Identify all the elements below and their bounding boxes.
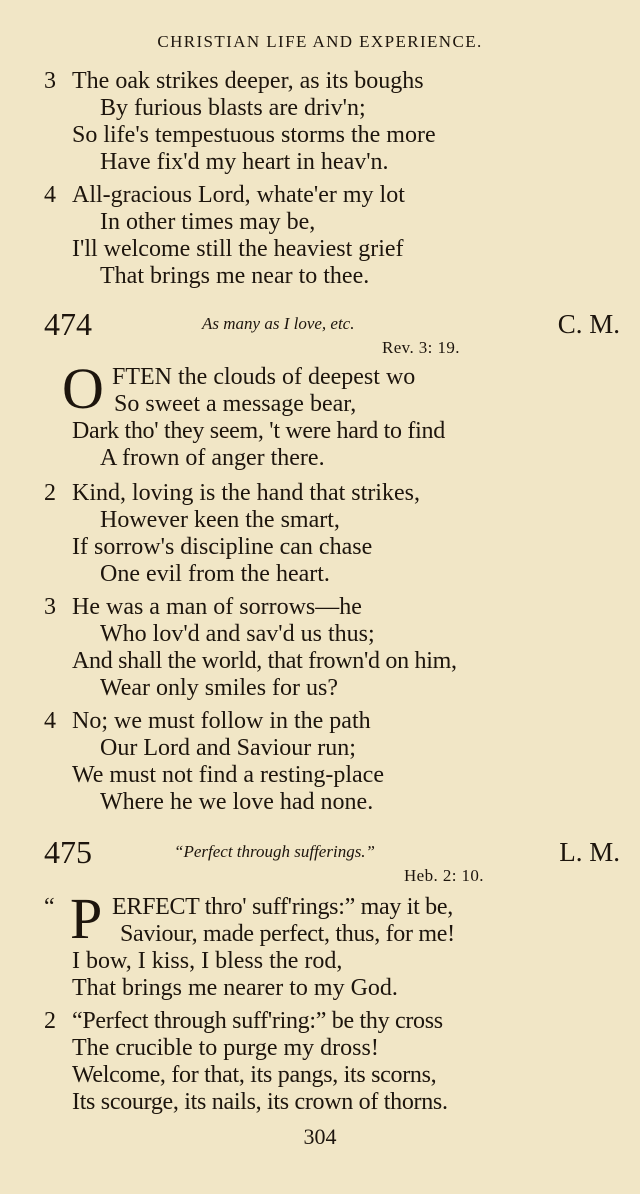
verse-line: In other times may be, bbox=[100, 209, 316, 235]
verse-line: The oak strikes deeper, as its boughs bbox=[72, 68, 424, 94]
verse-line: I bow, I kiss, I bless the rod, bbox=[72, 948, 343, 974]
stanza-number: 4 bbox=[44, 708, 56, 734]
running-header: CHRISTIAN LIFE AND EXPERIENCE. bbox=[157, 32, 483, 51]
verse-line: Our Lord and Saviour run; bbox=[100, 735, 356, 761]
verse-line: Dark tho' they seem, 't were hard to find bbox=[72, 418, 445, 444]
scripture-reference: Rev. 3: 19. bbox=[382, 338, 460, 357]
hymn-meter: C. M. bbox=[557, 309, 620, 339]
verse-line: Where he we love had none. bbox=[100, 789, 374, 815]
hymn-474-stanza-4 bbox=[0, 708, 640, 816]
hymn-number: 475 bbox=[44, 834, 92, 870]
verse-line: Its scourge, its nails, its crown of thorns. bbox=[72, 1089, 448, 1115]
verse-line: However keen the smart, bbox=[100, 507, 340, 533]
hymn-475-heading bbox=[0, 834, 640, 886]
hymn-meter: L. M. bbox=[559, 837, 620, 867]
hymn-474-stanza-2 bbox=[0, 480, 640, 588]
verse-line: All-gracious Lord, whate'er my lot bbox=[72, 182, 405, 208]
hymn-475-stanza-1 bbox=[0, 886, 640, 1002]
scripture-reference: Heb. 2: 10. bbox=[404, 866, 484, 885]
verse-line: And shall the world, that frown'd on him, bbox=[72, 648, 457, 674]
verse-line: By furious blasts are driv'n; bbox=[100, 95, 366, 121]
verse-line: He was a man of sorrows—he bbox=[72, 594, 362, 620]
stanza-number: 3 bbox=[44, 68, 56, 94]
drop-cap: P bbox=[70, 886, 103, 951]
hymn-474-stanza-3 bbox=[0, 594, 640, 702]
hymn-title: “Perfect through sufferings.” bbox=[174, 842, 376, 861]
verse-line: I'll welcome still the heaviest grief bbox=[72, 236, 404, 262]
stanza-continued-4 bbox=[0, 182, 640, 290]
stanza-number: 2 bbox=[44, 1008, 56, 1034]
page-number: 304 bbox=[303, 1124, 337, 1149]
verse-line: Welcome, for that, its pangs, its scorns, bbox=[72, 1062, 437, 1088]
verse-line: No; we must follow in the path bbox=[72, 708, 371, 734]
drop-cap: O bbox=[62, 356, 104, 421]
verse-line: So sweet a message bear, bbox=[114, 391, 357, 417]
verse-line: Saviour, made perfect, thus, for me! bbox=[120, 921, 455, 947]
hymn-title: As many as I love, etc. bbox=[202, 314, 355, 333]
verse-line: That brings me nearer to my God. bbox=[72, 975, 398, 1001]
verse-line: Kind, loving is the hand that strikes, bbox=[72, 480, 420, 506]
verse-line: We must not find a resting-place bbox=[72, 762, 384, 788]
verse-line: ERFECT thro' suff'rings:” may it be, bbox=[112, 894, 453, 920]
stanza-number: 3 bbox=[44, 594, 56, 620]
verse-line: The crucible to purge my dross! bbox=[72, 1035, 379, 1061]
hymn-number: 474 bbox=[44, 306, 92, 342]
opening-quote: “ bbox=[44, 894, 55, 920]
verse-line: FTEN the clouds of deepest wo bbox=[112, 364, 416, 390]
stanza-number: 4 bbox=[44, 182, 56, 208]
verse-line: “Perfect through suff'ring:” be thy cross bbox=[72, 1008, 443, 1034]
stanza-number: 2 bbox=[44, 480, 56, 506]
verse-line: So life's tempestuous storms the more bbox=[72, 122, 436, 148]
verse-line: Who lov'd and sav'd us thus; bbox=[100, 621, 375, 647]
verse-line: Wear only smiles for us? bbox=[100, 675, 339, 701]
verse-line: A frown of anger there. bbox=[100, 445, 325, 471]
verse-line: One evil from the heart. bbox=[100, 561, 330, 587]
hymn-474-stanza-1 bbox=[0, 356, 640, 472]
stanza-continued-3 bbox=[0, 68, 640, 176]
verse-line: Have fix'd my heart in heav'n. bbox=[100, 149, 389, 175]
verse-line: If sorrow's discipline can chase bbox=[72, 534, 373, 560]
hymn-475-stanza-2 bbox=[0, 1008, 640, 1116]
hymn-474-heading bbox=[0, 306, 640, 358]
verse-line: That brings me near to thee. bbox=[100, 263, 370, 289]
